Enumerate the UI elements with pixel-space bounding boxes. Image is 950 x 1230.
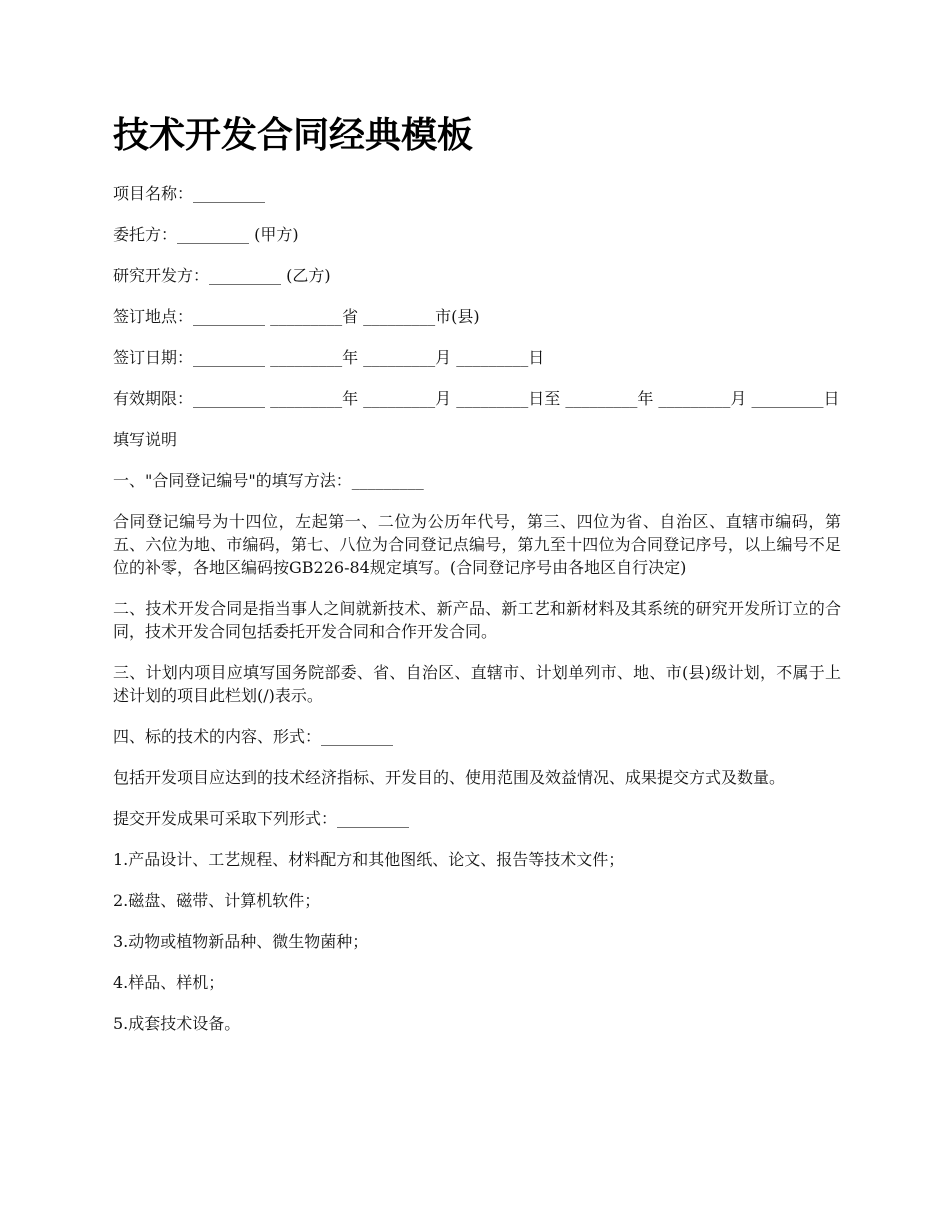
field-sign-date: 签订日期：_________ _________年 _________月 _________日 [113, 348, 545, 367]
list-item: 2.磁盘、磁带、计算机软件； [113, 891, 321, 910]
list-item: 4.样品、样机； [113, 973, 225, 992]
field-developer: 研究开发方：_________ (乙方) [113, 266, 331, 285]
instruction-item-2: 二、技术开发合同是指当事人之间就新技术、新产品、新工艺和新材料及其系统的研究开发所订立的合同，技术开发合同包括委托开发合同和合作开发合同。 [113, 599, 841, 641]
instruction-item-1: 一、"合同登记编号"的填写方法：_________ [113, 471, 424, 490]
list-item: 1.产品设计、工艺规程、材料配方和其他图纸、论文、报告等技术文件； [113, 850, 625, 869]
instruction-item-3: 三、计划内项目应填写国务院部委、省、自治区、直辖市、计划单列市、地、市(县)级计划，不属于上述计划的项目此栏划(/)表示。 [113, 663, 841, 705]
instruction-item-4: 四、标的技术的内容、形式：_________ [113, 727, 394, 746]
section-heading-instructions: 填写说明 [113, 430, 178, 449]
document-title: 技术开发合同经典模板 [113, 115, 474, 156]
list-item: 3.动物或植物新品种、微生物菌种； [113, 932, 369, 951]
instruction-paragraph: 合同登记编号为十四位，左起第一、二位为公历年代号，第三、四位为省、自治区、直辖市编码，第五、六位为地、市编码，第七、八位为合同登记点编号，第九至十四位为合同登记序号，以上编号不足位的补零，各地区编码按GB226-84规定填写。(合同登记序号由各地区自行决定) [113, 512, 841, 577]
list-item: 5.成套技术设备。 [113, 1014, 241, 1033]
instruction-paragraph: 提交开发成果可采取下列形式：_________ [113, 809, 410, 828]
field-sign-location: 签订地点：_________ _________省 _________市(县) [113, 307, 480, 326]
field-validity-period: 有效期限：_________ _________年 _________月 _________日至 _________年 _________月 _________日 [113, 389, 840, 408]
field-project-name: 项目名称：_________ [113, 184, 266, 203]
field-client: 委托方：_________ (甲方) [113, 225, 299, 244]
document-page [113, 112, 841, 1053]
instruction-paragraph: 包括开发项目应达到的技术经济指标、开发目的、使用范围及效益情况、成果提交方式及数量。 [113, 768, 786, 787]
